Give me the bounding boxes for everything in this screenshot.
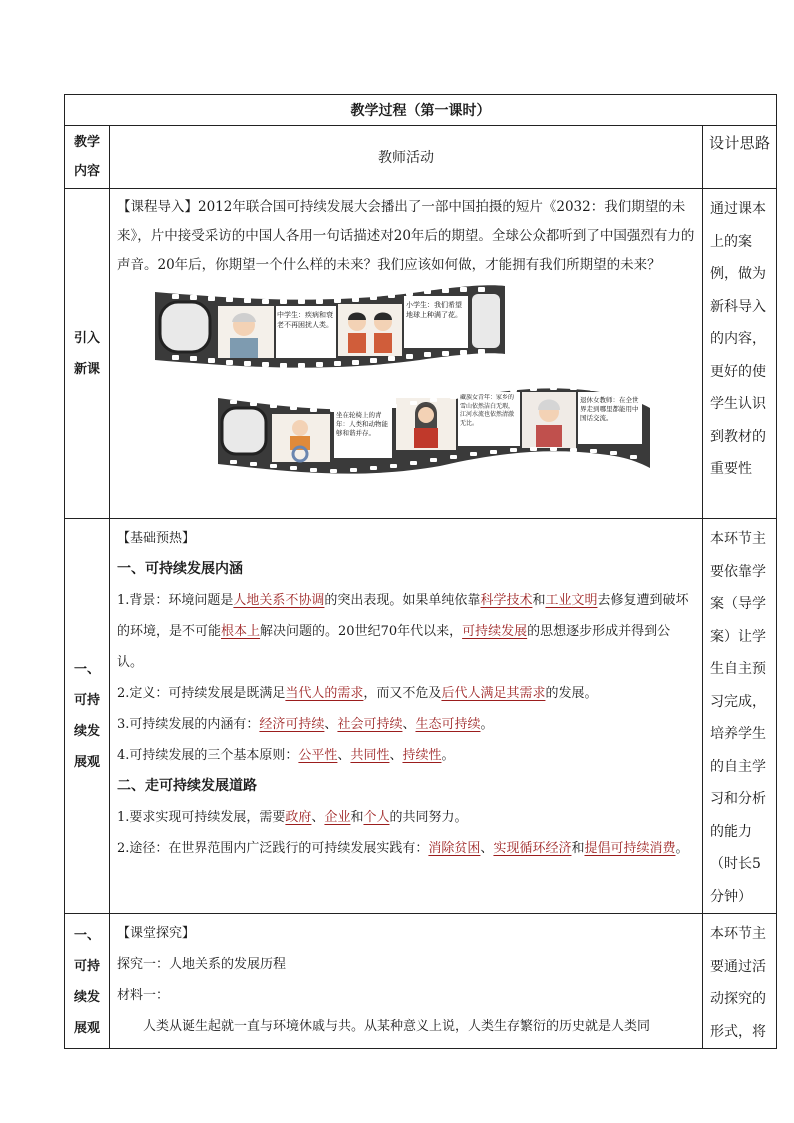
row-intro-design: 通过课本上的案例，做为新科导入的内容，更好的使学生认识到教材的重要性	[703, 189, 777, 519]
caption-top-1: 中学生：疾病和衰老不再困扰人类。	[277, 311, 333, 329]
row-explore-label	[65, 914, 110, 1049]
preview-body	[110, 519, 702, 864]
preview-p1	[117, 585, 696, 678]
header-design-idea-label: 设计思路	[709, 134, 770, 152]
header-teaching-content-label: 教学内容	[74, 135, 101, 179]
explore-line-2: 材料一：	[117, 988, 170, 1003]
preview-heading-tag: 【基础预热】	[117, 531, 196, 546]
p3-blank-3: 生态可持续	[415, 717, 481, 732]
p3-blank-1: 经济可持续	[259, 717, 325, 732]
header-design-idea	[703, 126, 777, 189]
p5-text-d: 的共同努力。	[389, 810, 468, 825]
p1-text-e: 去修复遭到破坏的环境，是不可能	[117, 593, 689, 639]
row-intro-content	[110, 189, 703, 519]
row-preview-design: 本环节主要依靠学案（导学案）让学生自主预习完成，培养学生的自主学习和分析的能力（时长5分钟）	[703, 519, 777, 914]
p2-blank-1: 当代人的需求	[285, 686, 364, 701]
row-preview-label	[65, 519, 110, 914]
preview-p2	[117, 678, 696, 709]
p1-blank-2: 科学技术	[480, 593, 533, 608]
p1-blank-1: 人地关系不协调	[233, 593, 325, 608]
p4-sep-1: 、	[337, 748, 351, 763]
p3-blank-2: 社会可持续	[337, 717, 403, 732]
p6-sep-1: 、	[480, 841, 494, 856]
caption-bottom-3: 退休女教师：在全世界走到哪里都能用中国话交流。	[580, 396, 639, 422]
film-strip-svg	[110, 280, 690, 485]
p6-blank-1: 消除贫困	[428, 841, 481, 856]
preview-p4	[117, 740, 696, 771]
row-explore-content	[110, 914, 703, 1049]
p4-blank-2: 共同性	[350, 748, 390, 763]
p5-text-a: 1.要求实现可持续发展，需要	[117, 810, 286, 825]
p3-sep-1: 、	[324, 717, 338, 732]
p1-text-a: 1.背景：环境问题是	[117, 593, 234, 608]
p6-text-a: 2.途径：在世界范围内广泛践行的可持续发展实践有：	[117, 841, 429, 856]
p5-sep-2: 和	[350, 810, 364, 825]
p6-text-d: 。	[675, 841, 689, 856]
intro-paragraph: 【课程导入】2012年联合国可持续发展大会播出了一部中国拍摄的短片《2032：我们期望的未来》，片中接受采访的中国人各用一句话描述对20年后的期望。全球公众都听到了中国强烈有力的声音。20年后，你期望一个什么样的未来？我们应该如何做，才能拥有我们所期望的未来？	[117, 199, 695, 273]
p1-blank-3: 工业文明	[545, 593, 598, 608]
row-intro-label	[65, 189, 110, 519]
p2-text-d: 的发展。	[545, 686, 598, 701]
p1-text-f: 解决问题的。20世纪70年代以来，	[260, 624, 463, 639]
p1-blank-4: 根本上	[221, 624, 261, 639]
p5-blank-2: 企业	[324, 810, 351, 825]
lesson-process-table	[64, 94, 777, 1049]
p4-text-d: 。	[441, 748, 455, 763]
p5-sep-1: 、	[311, 810, 325, 825]
caption-bottom-2: 藏族女青年：家乡的雪山依然洁白无瑕，江河水流也依然清澈无比。	[460, 394, 515, 427]
film-strip-illustration	[110, 280, 702, 485]
row-explore-design: 本环节主要通过活动探究的形式，将	[703, 914, 777, 1049]
row-explore-label-text: 一、可持续发展观	[73, 928, 100, 1036]
row-intro-label-text: 引入新课	[73, 330, 100, 377]
preview-section-2-title: 二、走可持续发展道路	[117, 778, 257, 794]
caption-bottom-1: 坐在轮椅上的青年：人类和动物能够和谐并存。	[336, 411, 388, 437]
p1-text-d: 和	[532, 593, 546, 608]
p6-blank-3: 提倡可持续消费	[584, 841, 676, 856]
preview-section-1-title: 一、可持续发展内涵	[117, 561, 243, 577]
preview-p6	[117, 833, 696, 864]
p3-sep-2: 、	[402, 717, 416, 732]
p2-text-c: ，而又不危及	[363, 686, 442, 701]
p6-blank-2: 实现循环经济	[493, 841, 572, 856]
preview-p3	[117, 709, 696, 740]
p5-blank-1: 政府	[285, 810, 312, 825]
frame-two-children	[338, 304, 402, 356]
p4-text-a: 4.可持续发展的三个基本原则：	[117, 748, 299, 763]
p4-sep-2: 、	[389, 748, 403, 763]
p5-blank-3: 个人	[363, 810, 390, 825]
row-preview-label-text: 一、可持续发展观	[73, 662, 100, 770]
p2-blank-2: 后代人满足其需求	[441, 686, 546, 701]
header-teaching-content	[65, 126, 110, 189]
p4-blank-3: 持续性	[402, 748, 442, 763]
explore-heading-tag: 【课堂探究】	[117, 926, 196, 941]
p1-text-g: 的思想逐步形成并得到公认。	[117, 624, 671, 670]
header-teacher-activity: 教师活动	[110, 126, 703, 189]
table-title: 教学过程（第一课时）	[65, 95, 777, 126]
p2-text-a: 2.定义：可持续发展是既满足	[117, 686, 286, 701]
p6-sep-2: 和	[571, 841, 585, 856]
preview-p5	[117, 802, 696, 833]
p1-blank-5: 可持续发展	[462, 624, 528, 639]
p3-text-a: 3.可持续发展的内涵有：	[117, 717, 260, 732]
p1-text-c: 的突出表现。如果单纯依靠	[324, 593, 481, 608]
explore-line-1: 探究一：人地关系的发展历程	[117, 957, 287, 972]
explore-line-3: 人类从诞生起就一直与环境休戚与共。从某种意义上说，人类生存繁衍的历史就是人类同	[143, 1019, 651, 1034]
p3-text-d: 。	[480, 717, 494, 732]
caption-top-2: 小学生：我们希望地球上种满了花。	[406, 301, 462, 319]
p4-blank-1: 公平性	[298, 748, 338, 763]
row-preview-content	[110, 519, 703, 914]
explore-body	[110, 914, 702, 1042]
